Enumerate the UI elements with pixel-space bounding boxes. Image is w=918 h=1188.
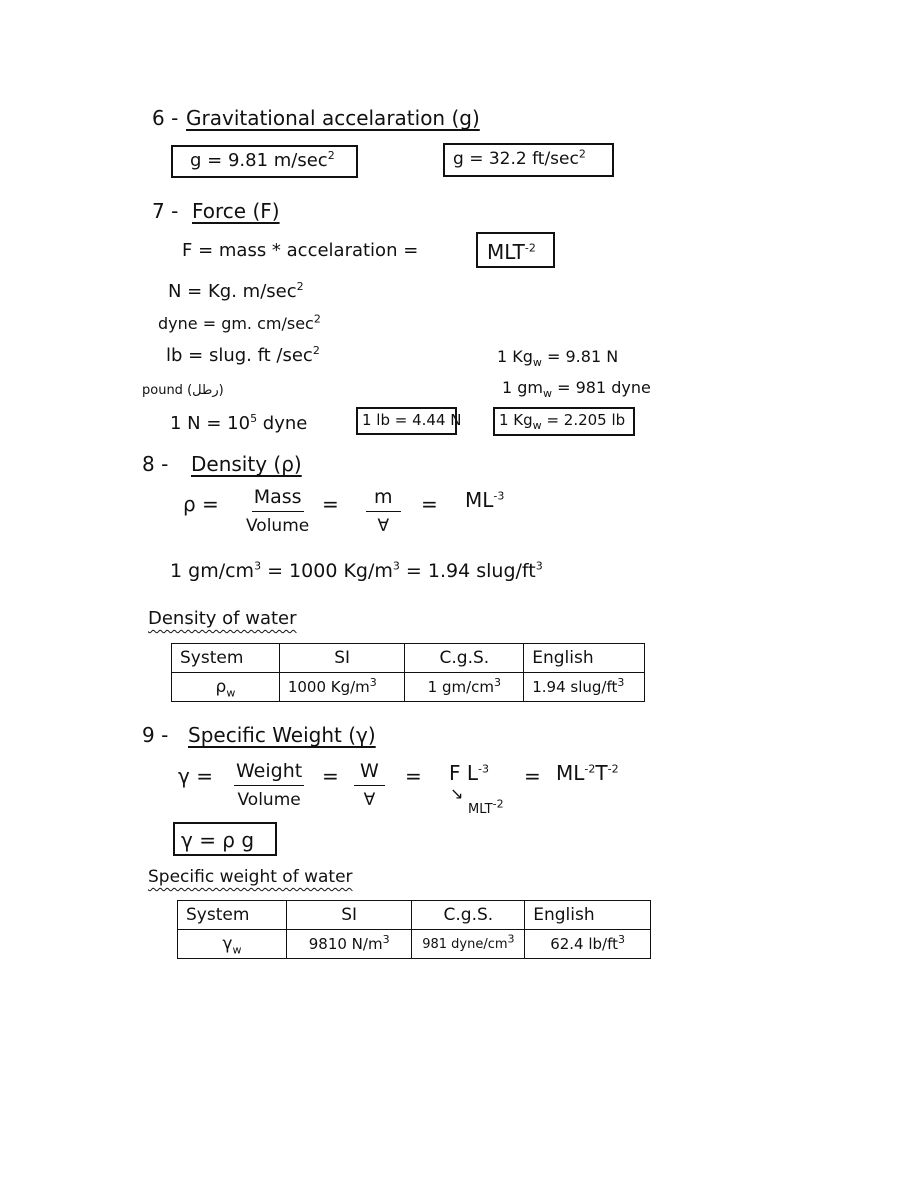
density-equals-1: = [322,492,339,516]
lb-newton-relation: 1 lb = 4.44 N [362,411,462,429]
density-equals-2: = [421,492,438,516]
sw-equals-3: = [524,764,541,788]
table-header-si: SI [286,901,412,930]
gravity-si-formula: g = 9.81 $m/\sec^2$ [190,149,335,171]
density-numerator: Mass [252,486,304,512]
table-header-si: SI [279,644,405,673]
density-water-english: 1.94 slug/$ft^3$ [524,673,645,702]
section-8-number: 8 - [142,452,169,476]
section-9-heading: Specific Weight (γ) [188,723,376,747]
section-6-heading: Gravitational accelaration (g) [186,106,480,130]
kg-weight-relation: 1 $Kg_w = 9.81$ N [497,347,619,370]
table-header-system: System [178,901,287,930]
sw-water-si: 9810 $N/m^3$ [286,930,412,959]
table-row [172,673,645,702]
sw-denominator-v: ∀ [363,790,376,810]
table-row [178,930,651,959]
specific-weight-symbol: γ = [178,764,213,788]
density-conversion: 1 $gm/cm^3 = 1000$ $Kg/m^3 = 1.94$ slug/$ft^3$ [170,559,543,582]
sw-mass-dimension: $ML^{-2}T^{-2}$ [556,761,619,785]
sw-force-dimension: F $L^{-3}$ [449,761,489,785]
sw-denominator: Volume [237,790,301,810]
dyne-definition: dyne = gm. $cm/\sec^2$ [158,312,321,333]
sw-numerator: Weight [234,760,304,786]
specific-weight-water-title: Specific weight of water [148,867,353,887]
kg-lb-relation: 1 $Kg_w = 2.205$ lb [499,411,626,432]
section-8-heading: Density (ρ) [191,452,302,476]
newton-definition: N = Kg. $m/\sec^2$ [168,280,304,302]
density-water-cgs: 1 $gm/cm^3$ [405,673,524,702]
density-numerator-m: m [366,486,401,512]
pound-note: pound (رطل) [142,383,224,398]
density-fraction-mass-volume [246,486,309,536]
density-denominator-v: ∀ [377,516,390,536]
density-fraction-m-v [366,486,401,536]
section-7-heading: Force (F) [192,199,280,223]
density-symbol: ρ = [183,492,219,516]
gm-weight-relation: 1 $gm_w = 981$ dyne [502,378,651,401]
force-equation: F = mass * accelaration = [182,240,419,261]
sw-fraction-w-v [354,760,385,810]
sw-equals-2: = [405,764,422,788]
section-9-number: 9 - [142,723,169,747]
density-dimension: $ML^{-3}$ [465,488,505,512]
gravity-en-formula: g = 32.2 $ft/\sec^2$ [453,147,586,169]
sw-numerator-w: W [354,760,385,786]
sw-fraction-weight-volume [234,760,304,810]
density-denominator: Volume [246,516,310,536]
table-header-cgs: C.g.S. [405,644,524,673]
density-water-title: Density of water [148,608,297,629]
table-header-row [172,644,645,673]
sw-water-symbol: $\gamma_w$ [178,930,287,959]
table-header-system: System [172,644,280,673]
table-header-row [178,901,651,930]
sw-water-english: 62.4 $lb/ft^3$ [525,930,651,959]
table-header-cgs: C.g.S. [412,901,525,930]
gamma-rho-g-formula: γ = ρ g [181,828,255,852]
section-6-number: 6 - [152,106,179,130]
sw-water-cgs: 981 dyne/$cm^3$ [412,930,525,959]
density-water-symbol: $\rho_w$ [172,673,280,702]
specific-weight-water-table [177,900,651,959]
table-header-english: English [524,644,645,673]
section-7-number: 7 - [152,199,179,223]
density-water-si: 1000 $Kg/m^3$ [279,673,405,702]
sw-equals-1: = [322,764,339,788]
table-header-english: English [525,901,651,930]
density-water-table [171,643,645,702]
force-dimension: $MLT^{-2}$ [487,240,536,264]
arrow-icon: ↘ [450,784,464,803]
newton-dyne-relation: 1 $N = 10^5$ dyne [170,412,308,434]
sw-force-expansion: $MLT^{-2}$ [468,797,504,817]
pound-definition: lb = slug. ft $/\sec^2$ [166,344,320,366]
